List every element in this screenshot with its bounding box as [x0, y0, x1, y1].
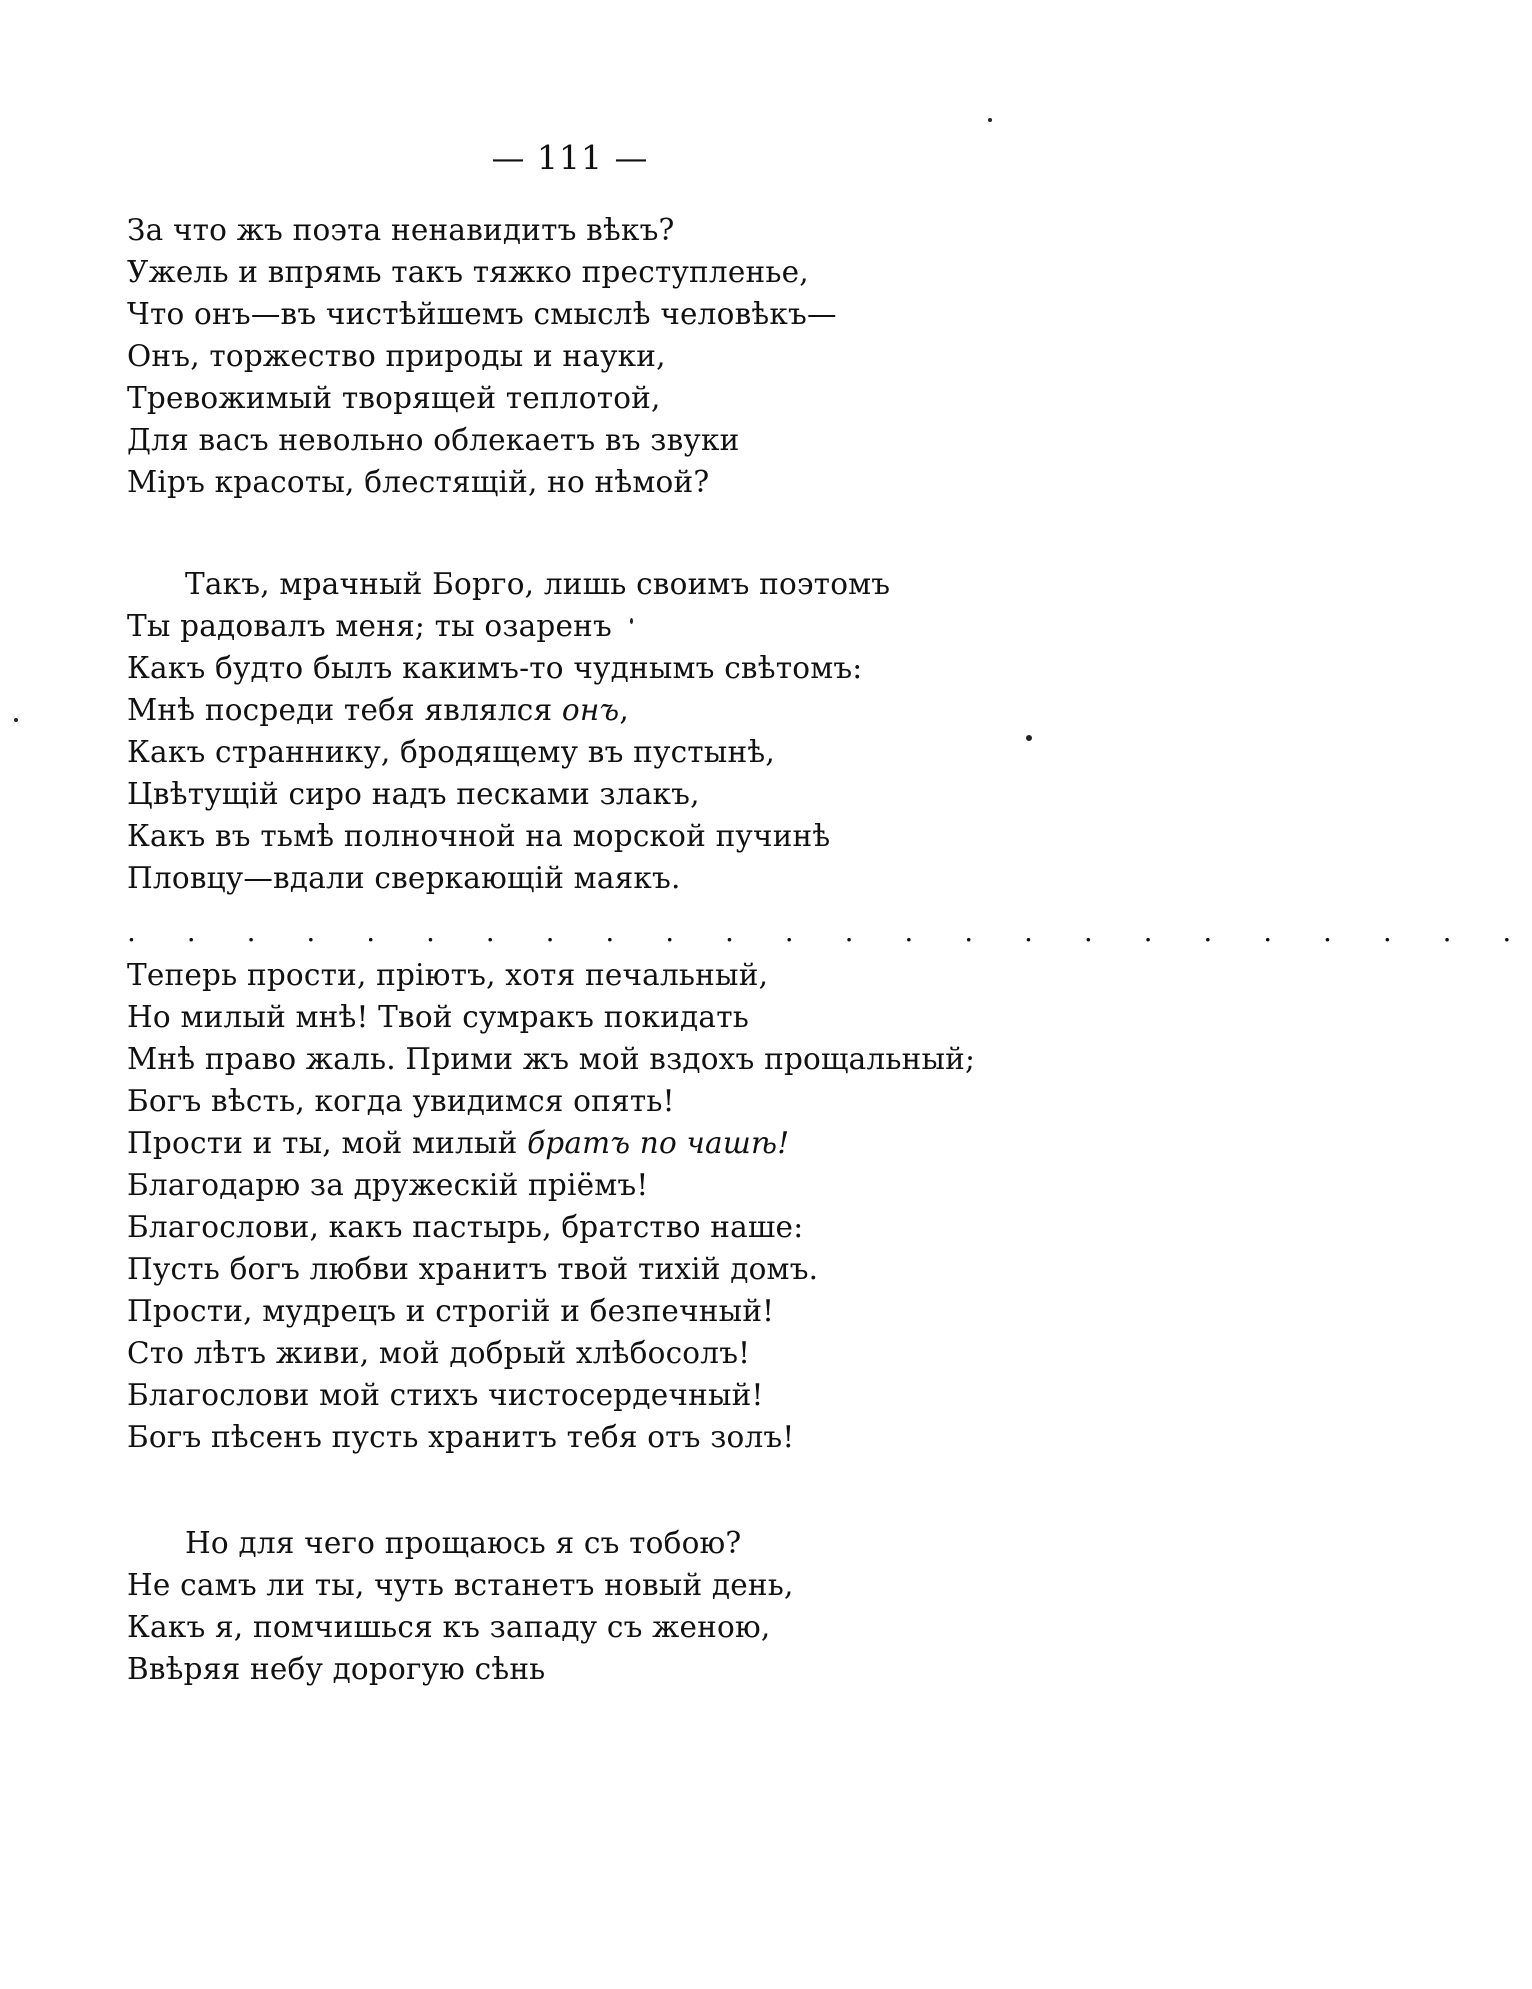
verse-line: Мнѣ право жаль. Прими жъ мой вздохъ прощальный;: [127, 1042, 976, 1076]
verse-line: Тревожимый творящей теплотой,: [127, 381, 661, 415]
verse-line: Цвѣтущій сиро надъ песками злакъ,: [127, 777, 700, 811]
verse-line: Ужель и впрямь такъ тяжко преступленье,: [127, 255, 809, 289]
verse-line: Благослови мой стихъ чистосердечный!: [127, 1378, 764, 1412]
stanza-4: [127, 1522, 794, 1690]
verse-line: Благодарю за дружескій пріёмъ!: [127, 1168, 649, 1202]
verse-line: Но для чего прощаюсь я съ тобою?: [185, 1526, 742, 1560]
verse-line: Какъ въ тьмѣ полночной на морской пучинѣ: [127, 819, 831, 853]
ink-speck: [1026, 735, 1032, 741]
stanza-2: [127, 563, 890, 899]
verse-punctuation: ,: [619, 693, 629, 727]
stanza-3: [127, 954, 975, 1458]
stanza-1: [127, 209, 837, 503]
verse-text: Мнѣ посреди тебя являлся: [127, 693, 562, 727]
verse-line: Теперь прости, пріютъ, хотя печальный,: [127, 958, 769, 992]
verse-line: Такъ, мрачный Борго, лишь своимъ поэтомъ: [185, 567, 891, 601]
verse-line: [127, 1122, 975, 1164]
verse-line: Не самъ ли ты, чуть встанетъ новый день,: [127, 1568, 794, 1602]
ellipsis-separator: . . . . . . . . . . . . . . . . . . . . . . . .: [127, 915, 1532, 948]
page-number: — 111 —: [491, 138, 649, 177]
verse-line: Прости, мудрецъ и строгій и безпечный!: [127, 1294, 775, 1328]
ink-speck: [630, 618, 633, 624]
ink-speck: [988, 118, 992, 122]
emphasized-word: онъ: [561, 693, 620, 727]
verse-line: Ты радовалъ меня; ты озаренъ: [127, 609, 612, 643]
verse-line: Какъ будто былъ какимъ-то чуднымъ свѣтомъ:: [127, 651, 863, 685]
verse-line: Богъ пѣсенъ пусть хранитъ тебя отъ золъ!: [127, 1420, 795, 1454]
verse-line: Ввѣряя небу дорогую сѣнь: [127, 1652, 546, 1686]
verse-line: Міръ красоты, блестящій, но нѣмой?: [127, 465, 710, 499]
verse-line: Какъ страннику, бродящему въ пустынѣ,: [127, 735, 775, 769]
verse-line: За что жъ поэта ненавидитъ вѣкъ?: [127, 213, 675, 247]
verse-line: Пусть богъ любви хранитъ твой тихій домъ.: [127, 1252, 819, 1286]
ink-speck: [14, 718, 18, 722]
verse-line: Но милый мнѣ! Твой сумракъ покидать: [127, 1000, 749, 1034]
verse-line: Онъ, торжество природы и науки,: [127, 339, 666, 373]
verse-line: Пловцу—вдали сверкающій маякъ.: [127, 861, 681, 895]
verse-line: Сто лѣтъ живи, мой добрый хлѣбосолъ!: [127, 1336, 751, 1370]
verse-line: Богъ вѣсть, когда увидимся опять!: [127, 1084, 675, 1118]
verse-line: Какъ я, помчишься къ западу съ женою,: [127, 1610, 771, 1644]
verse-line: Благослови, какъ пастырь, братство наше:: [127, 1210, 804, 1244]
verse-line: [127, 689, 890, 731]
emphasized-phrase: братъ по чашѣ!: [527, 1126, 790, 1160]
verse-line: Для васъ невольно облекаетъ въ звуки: [127, 423, 740, 457]
verse-text: Прости и ты, мой милый: [127, 1126, 528, 1160]
verse-line: Что онъ—въ чистѣйшемъ смыслѣ человѣкъ—: [127, 297, 837, 331]
